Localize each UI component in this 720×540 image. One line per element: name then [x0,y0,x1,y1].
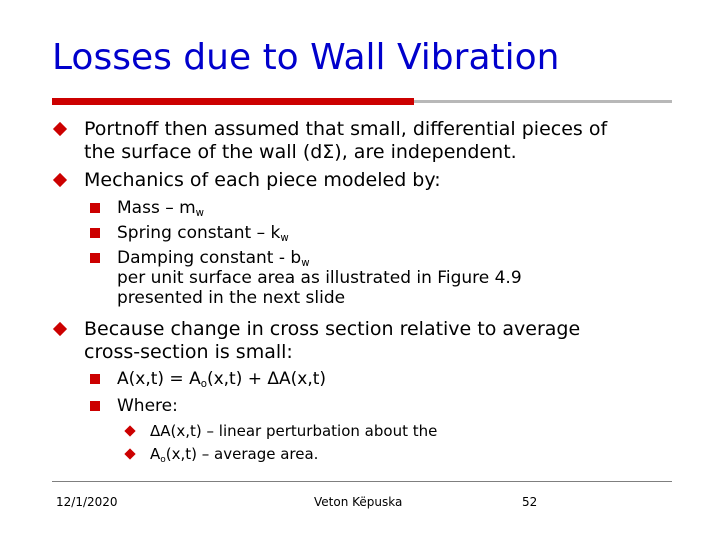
diamond-bullet-icon [124,425,135,436]
bullet-portnoff [53,118,607,164]
sub-bullet-text: Damping constant - $b_w$ per unit surface area as illustrated in Figure 4.9 presented in the next slide [117,248,522,308]
sub-bullet-text: Where: [117,396,178,416]
bullet-line: Because change in cross section relative to average [84,318,581,340]
diamond-bullet-icon [53,122,67,136]
square-bullet-icon [90,374,100,384]
diamond-bullet-icon [124,448,135,459]
title-underline-accent [52,98,414,105]
bullet-line: Portnoff then assumed that small, differential pieces of [84,118,608,140]
square-bullet-icon [90,203,100,213]
footer-date: 12/1/2020 [56,495,118,509]
sub-bullet-where [90,396,178,416]
bullet-line: the surface of the wall (dΣ), are independent. [84,141,517,163]
bullet-text [84,318,580,364]
diamond-bullet-icon [53,322,67,336]
sub-bullet-spring [90,223,289,243]
sub-bullet-line: presented in the next slide [117,288,346,308]
slide-title: Losses due to Wall Vibration [52,37,560,78]
square-bullet-icon [90,401,100,411]
diamond-bullet-icon [53,173,67,187]
bullet-mechanics [53,169,441,192]
sub-bullet-text: Mass – $m_w$ [117,198,205,219]
sub-sub-bullet-text: ΔA(x,t) – linear perturbation about the [150,422,438,440]
footer-author: Veton Këpuska [314,495,403,509]
sub-bullet-text: $A(x,t) = A_o(x,t) + \Delta A(x,t)$ [117,369,327,390]
sub-bullet-damping [90,248,522,308]
sub-bullet-mass [90,198,204,218]
sub-bullet-text: Spring constant – $k_w$ [117,223,289,244]
sub-bullet-area-equation [90,369,326,389]
sub-bullet-line: per unit surface area as illustrated in Figure 4.9 [117,268,522,288]
bullet-line: cross-section is small: [84,341,293,363]
square-bullet-icon [90,228,100,238]
footer-rule [52,481,672,482]
bullet-text [84,118,607,164]
bullet-cross-section [53,318,580,364]
title-underline-rule [414,100,672,103]
sub-sub-bullet-text: $A_o(x,t)$ – average area. [150,445,319,465]
square-bullet-icon [90,253,100,263]
sub-sub-bullet-average [125,444,318,464]
bullet-text: Mechanics of each piece modeled by: [84,169,441,191]
sub-sub-bullet-delta [125,421,437,441]
footer-page-number: 52 [522,495,538,509]
